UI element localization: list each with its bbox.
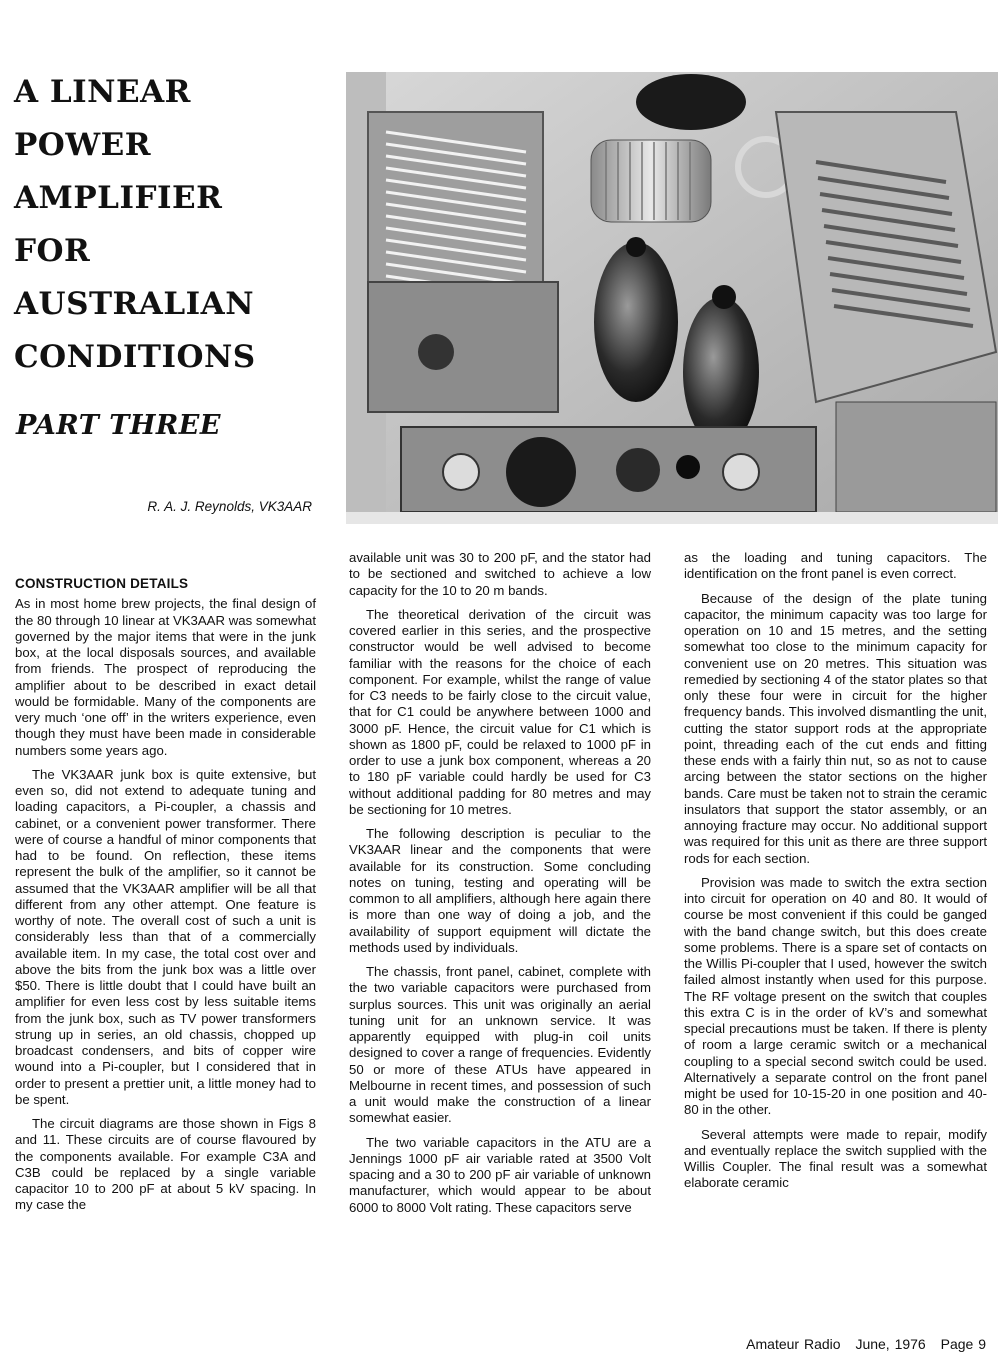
footer-page-number: Page 9 (940, 1336, 986, 1352)
text-column-3 (684, 550, 987, 1200)
footer-date: June, 1976 (855, 1336, 926, 1352)
paragraph: available unit was 30 to 200 pF, and the stator had to be sectioned and switched to achieve a low capacity for the 10 to 20 m bands. (349, 550, 651, 598)
article-title (14, 66, 334, 384)
title-line: AUSTRALIAN (14, 286, 255, 322)
page-footer (736, 1336, 986, 1352)
text-column-2 (349, 550, 651, 1224)
paragraph: Several attempts were made to repair, modify and eventually replace the switch supplied with the Willis Coupler. The final result was a somewhat elaborate ceramic (684, 1126, 987, 1191)
paragraph: The circuit diagrams are those shown in Figs 8 and 11. These circuits are of course flavoured by the components available. For example C3A and C3B could be replaced by a single variable capacitor 10 to 200 pF at about 5 kV spacing. In my case the (15, 1116, 316, 1213)
title-line: AMPLIFIER (14, 180, 223, 216)
author-byline: R. A. J. Reynolds, VK3AAR (147, 499, 312, 514)
paragraph: The theoretical derivation of the circuit was covered earlier in this series, and the prospective constructor would be well advised to become familiar with the reasons for the choice of each component. For example, whilst the range of value for C3 needs to be fairly close to the circuit value, that for C1 could be anywhere between 1000 and 3000 pF. Hence, the circuit value for C1 which is shown as 1800 pF, could be relaxed to 1000 pF in order to use a junk box component, whereas a 20 to 180 pF variable could hardly be used for C3 without additional padding for 80 metres and may be sectioning for 10 metres. (349, 606, 651, 817)
paragraph: The chassis, front panel, cabinet, complete with the two variable capacitors were purchased from surplus sources. This unit was originally an aerial tuning unit for an unknown service. It was apparently equipped with plug-in coil units designed to cover a range of frequencies. Evidently 50 or more of these ATUs have appeared in Melbourne in recent times, and possession of such a unit would make the construction of a linear somewhat easier. (349, 964, 651, 1126)
title-line: CONDITIONS (14, 339, 256, 375)
amplifier-chassis-photo (346, 72, 998, 524)
title-line: FOR (14, 233, 91, 269)
paragraph: Provision was made to switch the extra section into circuit for operation on 40 and 80. It would of course be most convenient if this could be ganged with the band change switch, but this does create some problems. There is a spare set of contacts on the Willis Pi-coupler that I used, however the switch failed almost instantly when used for this purpose. The RF voltage present on the switch that couples this extra C is in the order of kV’s and somewhat special precautions must be taken. If there is plenty of room a large ceramic switch or a mechanical coupling to a special second switch could be used. Alternatively a separate control on the front panel might be used for 10-15-20 in one position and 40-80 in the other. (684, 874, 987, 1118)
paragraph: The VK3AAR junk box is quite extensive, but even so, did not extend to adequate tuning and loading capacitors, a Pi-coupler, a chassis and cabinet, or a convenient power transformer. There were of course a handful of minor components that had to be found. On reflection, these items represent the bulk of the amplifier, so it cannot be assumed that the VK3AAR amplifier will be all that different from any other attempt. One feature is worthy of note. The overall cost of such a unit is considerably less than that of a commercially available item. In my case, the total cost over and above the bits from the junk box was a little over $50. There is little doubt that I could have built an amplifier for even less cost by less suitable items from the junk box, such as TV power transformers strung up in series, an old chassis, chopped up broadcast condensers, and bits of copper wire wound into a Pi-coupler, but I considered that in order to present a prettier unit, a little money had to be spent. (15, 766, 316, 1107)
section-heading: CONSTRUCTION DETAILS (15, 576, 189, 591)
article-subtitle: PART THREE (16, 410, 221, 441)
paragraph: as the loading and tuning capacitors. The identification on the front panel is even correct. (684, 550, 987, 582)
paragraph: The two variable capacitors in the ATU are a Jennings 1000 pF air variable rated at 3500 Volt spacing and a 30 to 200 pF air variable of unknown manufacturer, which would appear to be about 6000 to 8000 Volt rating. These capacitors serve (349, 1134, 651, 1215)
paragraph: Because of the design of the plate tuning capacitor, the minimum capacity was too large for operation on 10 and 15 metres, and the setting somewhat too close to the minimum capacity for convenient use on 20 metres. This situation was remedied by sectioning 4 of the stator plates so that only these four were in circuit for the higher frequency bands. This involved dismantling the unit, cutting the stator support rods at the appropriate point, threading each of the cut ends and fitting these ends with a fairly thin nut, so as not to cause arcing between the stator sections on the higher bands. Care must be taken not to strain the ceramic insulators that support the stator assembly, or an annoying fracture may occur. No additional support was required for this unit as there are three support rods for each section. (684, 590, 987, 866)
paragraph: As in most home brew projects, the final design of the 80 through 10 linear at VK3AAR was somewhat governed by the major items that were in the junk box, at the local disposals sources, and available from friends. The prospect of reproducing the amplifier about to be described in exact detail would be formidable. Many of the components are very much ‘one off’ in the writers experience, even though they must have been made in considerable numbers some years ago. (15, 596, 316, 758)
title-line: POWER (14, 127, 152, 163)
text-column-1 (15, 576, 316, 1222)
title-line: A LINEAR (14, 74, 191, 110)
footer-magazine: Amateur Radio (746, 1336, 841, 1352)
paragraph: The following description is peculiar to the VK3AAR linear and the components that were available for its construction. Some concluding notes on tuning, testing and operating will be common to all amplifiers, although here again there is more than one way of doing a job, and the availability of support equipment will dictate the methods used by individuals. (349, 826, 651, 955)
